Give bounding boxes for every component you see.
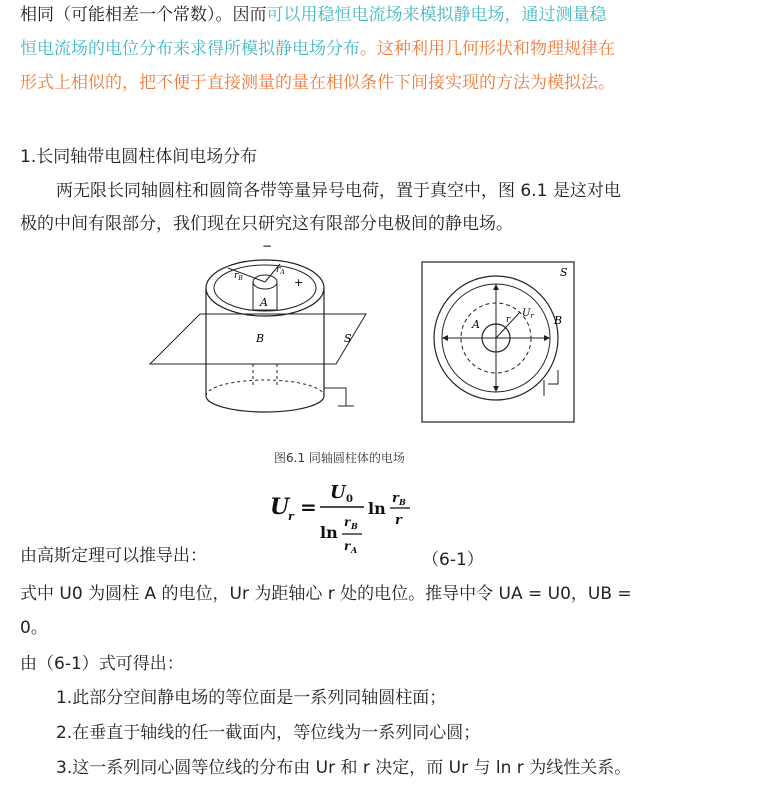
svg-text:=: = [300, 495, 317, 519]
list-item: 2.在垂直于轴线的任一截面内，等位线为一系列同心圆； [56, 723, 481, 743]
intro-highlight: 可以用稳恒电流场来模拟静电场 [266, 5, 505, 25]
potential-ur-label: $U_r$ [522, 308, 534, 320]
derive-line: 由高斯定理可以推导出： [20, 546, 207, 566]
electrode-b-label: B [256, 332, 265, 345]
svg-text:r: r [344, 539, 351, 553]
coaxial-cylinder-figure [148, 238, 388, 430]
intro-text: 相同（可能相差一个常数）。因而 [20, 5, 267, 25]
section-heading: 1.长同轴带电圆柱体间电场分布 [20, 147, 258, 167]
svg-text:r: r [344, 515, 351, 529]
electrode-b-label: B [554, 314, 563, 327]
list-item: 1.此部分空间静电场的等位面是一系列同轴圆柱面； [56, 688, 447, 708]
figure-caption: 图6.1 同轴圆柱体的电场 [274, 451, 405, 465]
svg-text:U: U [270, 494, 290, 520]
svg-text:r: r [395, 513, 402, 528]
conclusion-intro: 由（6-1）式可得出： [20, 654, 184, 674]
formula-6-1 [268, 474, 418, 564]
radius-rb-label: $r_B$ [234, 271, 243, 282]
svg-text:r: r [288, 510, 294, 523]
minus-charge-label: − [262, 239, 273, 253]
svg-text:B: B [399, 497, 406, 507]
electrode-a-label: A [260, 296, 268, 309]
plane-s-label: S [560, 266, 568, 279]
explanation-line-1: 式中 U0 为圆柱 A 的电位，Ur 为距轴心 r 处的电位。推导中令 UA = U0，UB = [20, 584, 632, 604]
explanation-line-2: 0。 [20, 618, 48, 638]
svg-text:ln: ln [368, 499, 386, 518]
intro-line-3: 形式上相似的，把不便于直接测量的量在相似条件下间接实现的方法为模拟法。 [20, 73, 615, 93]
svg-text:ln: ln [320, 523, 338, 542]
plane-s-label: S [344, 332, 352, 345]
intro-highlight-orange: 。这种利用几何形状和物理规律在 [360, 39, 615, 59]
svg-text:B: B [351, 521, 358, 531]
radius-ra-label: $r_A$ [276, 265, 285, 276]
svg-text:0: 0 [346, 494, 353, 505]
section-paragraph-line-2: 极的中间有限部分，我们现在只研究这有限部分电极间的静电场。 [20, 214, 513, 234]
intro-highlight: 恒电流场的电位分布来求得所模拟静电场分布 [20, 39, 360, 59]
section-paragraph-line-1: 两无限长同轴圆柱和圆筒各带等量异号电荷，置于真空中，图 6.1 是这对电 [56, 181, 621, 201]
equation-number: （6-1） [422, 550, 484, 570]
svg-text:A: A [351, 545, 358, 555]
cross-section-figure [420, 260, 582, 428]
intro-highlight: ，通过测量稳 [504, 5, 607, 25]
svg-text:U: U [330, 482, 346, 503]
electrode-a-label: A [472, 318, 480, 331]
list-item: 3.这一系列同心圆等位线的分布由 Ur 和 r 决定，而 Ur 与 ln r 为线性关系。 [56, 758, 632, 778]
intro-line-1 [20, 4, 607, 26]
radius-r-label: r [506, 315, 511, 325]
svg-text:r: r [392, 491, 399, 506]
intro-line-2 [20, 38, 615, 60]
plus-charge-label: + [294, 276, 304, 289]
